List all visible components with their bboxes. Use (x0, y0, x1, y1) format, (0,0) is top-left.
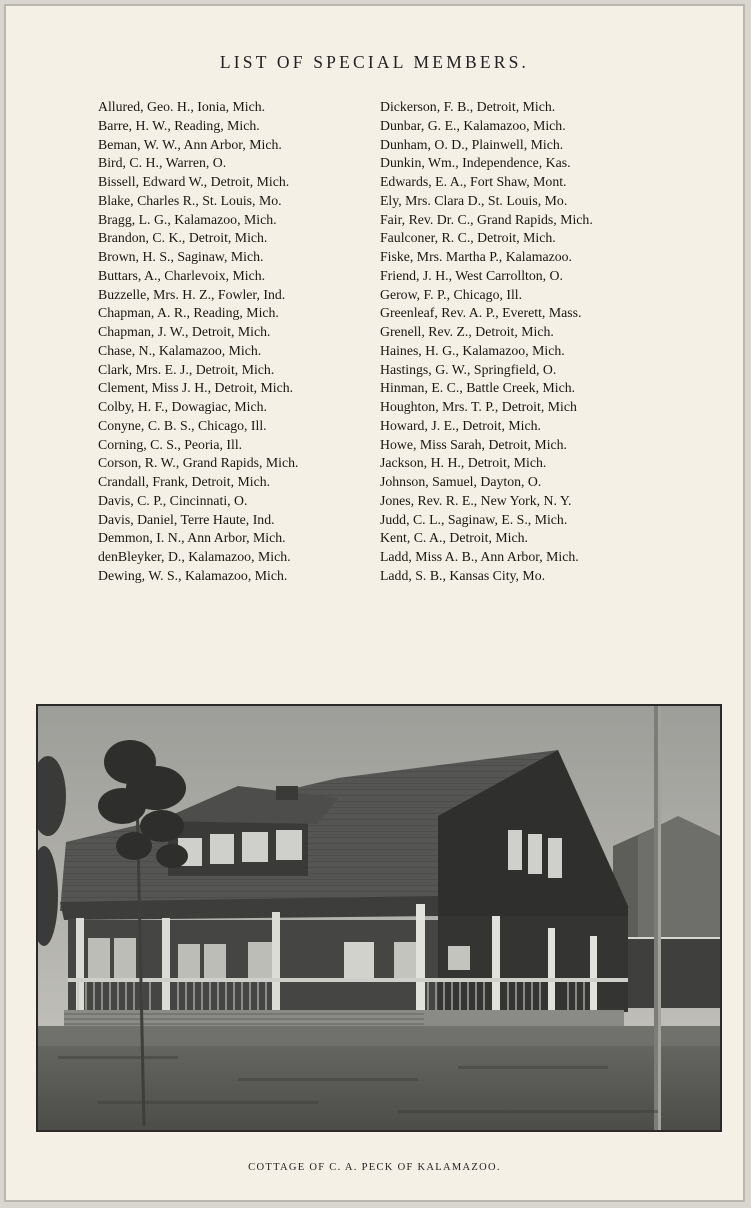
member-entry: Davis, Daniel, Terre Haute, Ind. (98, 511, 275, 527)
member-entry: Hinman, E. C., Battle Creek, Mich. (380, 380, 576, 396)
member-entry: Corning, C. S., Peoria, Ill. (98, 436, 243, 452)
member-entry: Allured, Geo. H., Ionia, Mich. (98, 99, 266, 114)
member-entry: Bissell, Edward W., Detroit, Mich. (98, 174, 290, 189)
member-entry: Buttars, A., Charlevoix, Mich. (98, 267, 266, 283)
member-entry: Bragg, L. G., Kalamazoo, Mich. (98, 211, 277, 227)
member-entry: Demmon, I. N., Ann Arbor, Mich. (98, 530, 286, 546)
member-entry: Bird, C. H., Warren, O. (98, 155, 227, 171)
member-entry: Corson, R. W., Grand Rapids, Mich. (98, 455, 299, 471)
member-entry: Chapman, A. R., Reading, Mich. (98, 305, 279, 321)
member-entry: Ely, Mrs. Clara D., St. Louis, Mo. (380, 192, 568, 208)
members-list-left (98, 98, 298, 586)
member-entry: Faulconer, R. C., Detroit, Mich. (380, 230, 556, 246)
member-entry: Gerow, F. P., Chicago, Ill. (380, 286, 523, 302)
member-entry: Grenell, Rev. Z., Detroit, Mich. (380, 324, 554, 339)
members-list-right (380, 98, 593, 586)
cottage-photograph (36, 704, 722, 1132)
member-entry: Houghton, Mrs. T. P., Detroit, Mich (380, 399, 577, 414)
member-entry: Jackson, H. H., Detroit, Mich. (380, 455, 547, 471)
member-entry: Colby, H. F., Dowagiac, Mich. (98, 399, 267, 414)
member-entry: Dunham, O. D., Plainwell, Mich. (380, 136, 564, 152)
member-entry: Ladd, S. B., Kansas City, Mo. (380, 567, 546, 583)
member-entry: Johnson, Samuel, Dayton, O. (380, 474, 542, 489)
member-entry: Chapman, J. W., Detroit, Mich. (98, 324, 271, 339)
member-entry: Conyne, C. B. S., Chicago, Ill. (98, 417, 267, 433)
member-entry: Fair, Rev. Dr. C., Grand Rapids, Mich. (380, 211, 593, 227)
member-entry: Buzzelle, Mrs. H. Z., Fowler, Ind. (98, 286, 286, 302)
page-title: LIST OF SPECIAL MEMBERS. (219, 52, 530, 72)
member-entry: Clark, Mrs. E. J., Detroit, Mich. (98, 361, 275, 377)
member-entry: Beman, W. W., Ann Arbor, Mich. (98, 136, 282, 152)
member-entry: Howard, J. E., Detroit, Mich. (380, 417, 541, 433)
member-entry: Greenleaf, Rev. A. P., Everett, Mass. (380, 305, 582, 321)
member-entry: denBleyker, D., Kalamazoo, Mich. (98, 549, 291, 564)
member-entry: Chase, N., Kalamazoo, Mich. (98, 342, 262, 358)
member-entry: Kent, C. A., Detroit, Mich. (380, 530, 528, 546)
member-entry: Haines, H. G., Kalamazoo, Mich. (380, 342, 565, 358)
member-entry: Clement, Miss J. H., Detroit, Mich. (98, 380, 294, 396)
member-entry: Crandall, Frank, Detroit, Mich. (98, 474, 271, 489)
member-entry: Dickerson, F. B., Detroit, Mich. (380, 99, 556, 114)
member-entry: Howe, Miss Sarah, Detroit, Mich. (380, 436, 567, 452)
member-entry: Barre, H. W., Reading, Mich. (98, 117, 260, 133)
cottage-photo-image (38, 706, 720, 1130)
member-entry: Brandon, C. K., Detroit, Mich. (98, 230, 268, 246)
member-entry: Fiske, Mrs. Martha P., Kalamazoo. (380, 249, 572, 264)
member-entry: Edwards, E. A., Fort Shaw, Mont. (380, 174, 567, 189)
document-page (4, 4, 745, 1202)
member-entry: Dunbar, G. E., Kalamazoo, Mich. (380, 117, 566, 133)
member-entry: Davis, C. P., Cincinnati, O. (98, 492, 248, 508)
member-entry: Dewing, W. S., Kalamazoo, Mich. (98, 567, 288, 583)
member-entry: Jones, Rev. R. E., New York, N. Y. (380, 492, 572, 508)
member-entry: Blake, Charles R., St. Louis, Mo. (98, 192, 282, 208)
member-entry: Judd, C. L., Saginaw, E. S., Mich. (380, 511, 568, 527)
member-entry: Friend, J. H., West Carrollton, O. (380, 267, 563, 283)
member-entry: Ladd, Miss A. B., Ann Arbor, Mich. (380, 549, 579, 564)
member-entry: Hastings, G. W., Springfield, O. (380, 361, 557, 377)
photo-caption: COTTAGE OF C. A. PECK OF KALAMAZOO. (248, 1162, 501, 1173)
member-entry: Brown, H. S., Saginaw, Mich. (98, 249, 264, 264)
member-entry: Dunkin, Wm., Independence, Kas. (380, 155, 571, 171)
